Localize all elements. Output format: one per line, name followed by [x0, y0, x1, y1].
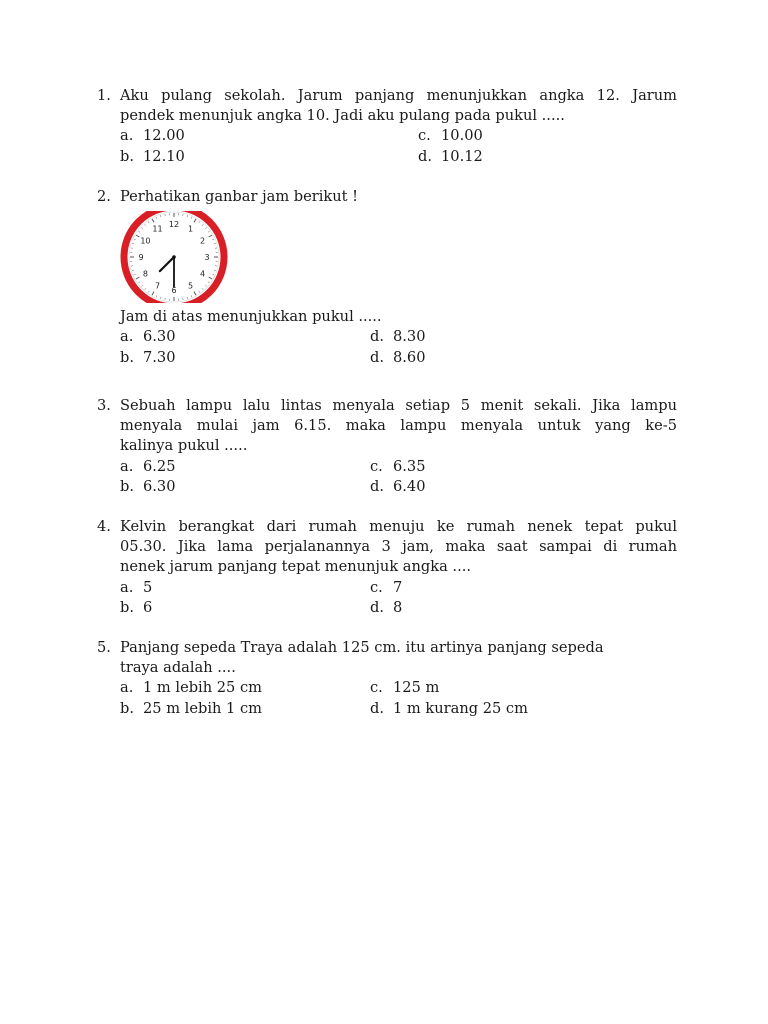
- option-c: [370, 457, 426, 477]
- option-letter: c.: [370, 457, 383, 475]
- option-c: [370, 678, 439, 698]
- question-text-line: 05.30. Jika lama perjalanannya 3 jam, maka saat sampai di rumah: [120, 538, 677, 556]
- answer-options: [120, 126, 677, 166]
- clock-number: 6: [171, 286, 177, 296]
- option-text: 1 m lebih 25 cm: [143, 679, 262, 697]
- option-letter: c.: [370, 578, 383, 596]
- option-text: 6.30: [143, 328, 176, 346]
- clock-number: 4: [200, 269, 206, 279]
- option-text: 10.12: [441, 147, 483, 165]
- clock-image: [120, 211, 228, 303]
- option-c: [370, 578, 402, 598]
- option-text: 5: [143, 578, 153, 596]
- question-number: 3.: [97, 397, 111, 414]
- clock-number: 12: [168, 220, 180, 230]
- option-d: [370, 699, 528, 719]
- option-d: [370, 477, 426, 497]
- option-a: [120, 678, 262, 698]
- option-text: 6.35: [393, 457, 426, 475]
- question-text-line: Aku pulang sekolah. Jarum panjang menunjukkan angka 12. Jarum: [120, 87, 677, 104]
- question-2: [97, 187, 677, 368]
- clock-number: 2: [200, 236, 206, 246]
- option-letter: a.: [120, 457, 134, 475]
- question-text-line: Perhatikan ganbar jam berikut !: [120, 188, 359, 205]
- option-letter: a.: [120, 127, 134, 145]
- option-letter: d.: [370, 477, 384, 495]
- question-text-line: Panjang sepeda Traya adalah 125 cm. itu artinya panjang sepeda: [120, 639, 604, 656]
- option-letter: d.: [370, 598, 384, 616]
- option-text: 12.00: [143, 127, 185, 145]
- question-number: 2.: [97, 188, 111, 205]
- option-a: [120, 457, 176, 477]
- option-text: 8.60: [393, 348, 426, 366]
- option-b: [120, 477, 176, 497]
- question-text-line: pendek menunjuk angka 10. Jadi aku pulang pada pukul .....: [120, 107, 565, 125]
- option-letter: b.: [120, 477, 134, 495]
- option-letter: c.: [418, 127, 431, 145]
- option-letter: a.: [120, 578, 134, 596]
- analog-clock: [120, 211, 228, 303]
- option-text: 6: [143, 598, 153, 616]
- question-text-line: menyala mulai jam 6.15. maka lampu menyala untuk yang ke-5: [120, 417, 677, 435]
- option-text: 8.30: [393, 328, 426, 346]
- question-number: 4.: [97, 518, 111, 535]
- option-b: [120, 699, 262, 719]
- question-text-line: nenek jarum panjang tepat menunjuk angka ....: [120, 558, 471, 576]
- question-number: 1.: [97, 87, 111, 104]
- option-text: 10.00: [441, 127, 483, 145]
- option-d: [370, 348, 426, 368]
- option-letter: b.: [120, 699, 134, 717]
- option-letter: d.: [418, 147, 432, 165]
- clock-number: 11: [152, 224, 163, 234]
- question-text-line: kalinya pukul .....: [120, 437, 248, 455]
- clock-number: 1: [187, 224, 194, 234]
- question-5: [97, 638, 677, 719]
- option-text: 8: [393, 598, 403, 616]
- option-letter: d.: [370, 699, 384, 717]
- clock-center: [172, 255, 176, 259]
- option-letter: b.: [120, 348, 134, 366]
- option-text: 125 m: [393, 679, 440, 697]
- option-letter: b.: [120, 147, 134, 165]
- question-4: [97, 517, 677, 618]
- option-d: [370, 598, 402, 618]
- option-text: 7: [393, 578, 403, 596]
- option-b: [120, 348, 176, 368]
- option-text: 6.40: [393, 477, 426, 495]
- question-3: [97, 396, 677, 497]
- option-b: [120, 598, 152, 618]
- question-text-line: traya adalah ....: [120, 659, 236, 677]
- option-text: 12.10: [143, 147, 185, 165]
- answer-options: [120, 678, 677, 718]
- option-a: [120, 327, 176, 347]
- option-text: 25 m lebih 1 cm: [143, 699, 262, 717]
- option-letter: a.: [120, 679, 134, 697]
- option-letter: d.: [370, 328, 384, 346]
- option-d: [418, 147, 483, 167]
- option-b: [120, 147, 185, 167]
- option-text: 6.25: [143, 457, 176, 475]
- option-letter: c.: [370, 679, 383, 697]
- question-1: [97, 86, 677, 167]
- question-text-line: Jam di atas menunjukkan pukul .....: [120, 308, 382, 326]
- question-number: 5.: [97, 639, 111, 656]
- option-text: 6.30: [143, 477, 176, 495]
- question-text-line: Kelvin berangkat dari rumah menuju ke rumah nenek tepat pukul: [120, 518, 677, 535]
- option-a: [120, 126, 185, 146]
- answer-options: [120, 327, 677, 367]
- answer-options: [120, 578, 677, 618]
- clock-number: 3: [204, 253, 210, 263]
- option-text: 7.30: [143, 348, 176, 366]
- option-letter: a.: [120, 328, 134, 346]
- clock-number: 7: [154, 281, 161, 291]
- option-letter: d.: [370, 348, 384, 366]
- option-c: [370, 327, 426, 347]
- answer-options: [120, 457, 677, 497]
- option-c: [418, 126, 483, 146]
- option-a: [120, 578, 152, 598]
- option-letter: b.: [120, 598, 134, 616]
- clock-number: 8: [142, 269, 148, 279]
- option-text: 1 m kurang 25 cm: [393, 699, 528, 717]
- question-text-line: Sebuah lampu lalu lintas menyala setiap 5 menit sekali. Jika lampu: [120, 397, 677, 414]
- clock-number: 9: [138, 253, 144, 263]
- clock-number: 10: [140, 236, 151, 246]
- clock-number: 5: [187, 281, 194, 291]
